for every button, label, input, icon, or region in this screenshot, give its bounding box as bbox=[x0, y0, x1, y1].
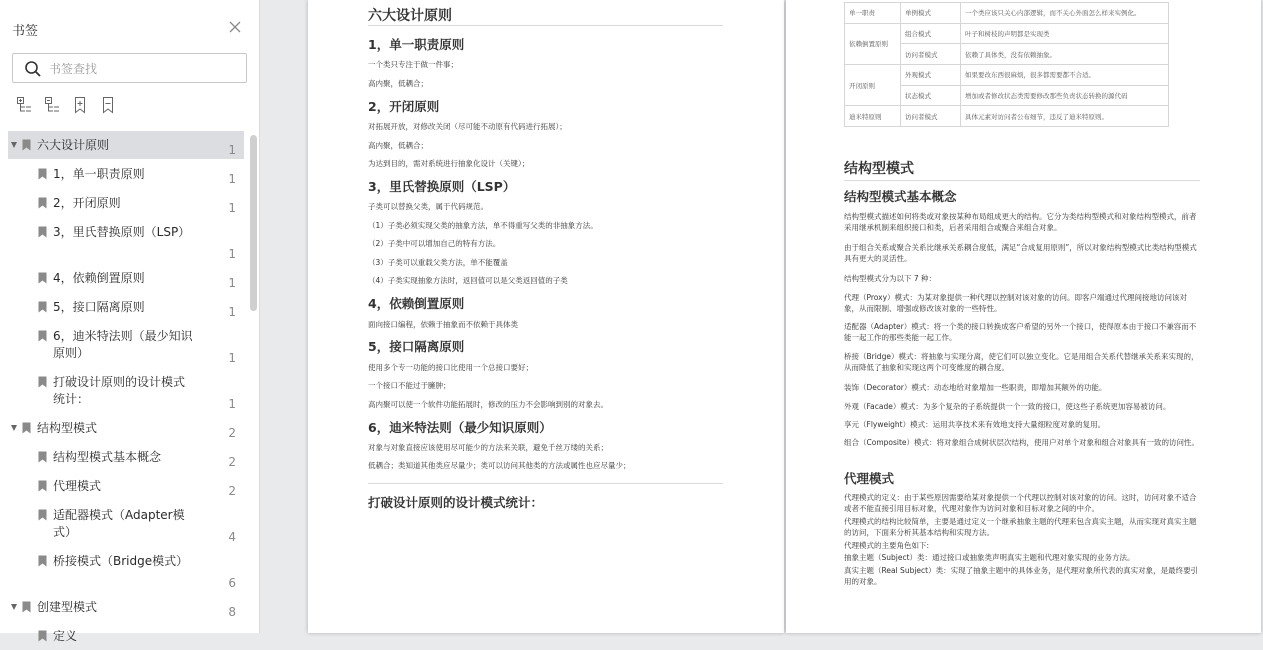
bookmark-item[interactable]: 桥接模式（Bridge模式） 6 bbox=[8, 547, 244, 592]
table-cell: 增加或者修改状态类需要修改那些负责状态转换的源代码 bbox=[961, 85, 1169, 106]
pattern-table bbox=[844, 2, 1169, 127]
paragraph: 适配器（Adapter）模式：将一个类的接口转换成客户希望的另外一个接口，使得原本由于接口不兼容而不能一起工作的那些类能一起工作。 bbox=[844, 322, 1197, 342]
paragraph: 由于组合关系或聚合关系比继承关系耦合度低，满足“合成复用原则”，所以对象结构型模式比类结构型模式具有更大的灵活性。 bbox=[844, 243, 1197, 263]
section-heading: 代理模式 bbox=[844, 471, 895, 486]
bookmark-scrollbar[interactable] bbox=[250, 135, 257, 311]
delete-bookmark-icon[interactable] bbox=[100, 96, 116, 114]
table-row bbox=[845, 106, 1169, 127]
paragraph: 结构型模式描述如何将类或对象按某种布局组成更大的结构。它分为类结构型模式和对象结构型模式，前者采用继承机制来组织接口和类，后者采用组合或聚合来组合对象。 bbox=[844, 212, 1197, 232]
paragraph: 享元（Flyweight）模式：运用共享技术来有效地支持大量细粒度对象的复用。 bbox=[844, 420, 1106, 429]
bookmark-item[interactable]: 2，开闭原则 1 bbox=[8, 189, 244, 217]
expand-all-icon[interactable] bbox=[16, 96, 32, 114]
paragraph: 面向接口编程，依赖于抽象而不依赖于具体类 bbox=[368, 320, 518, 329]
section-heading: 2，开闭原则 bbox=[368, 99, 440, 114]
table-cell: 外观模式 bbox=[901, 65, 961, 86]
bookmark-item[interactable]: 结构型模式基本概念 2 bbox=[8, 443, 244, 471]
paragraph: （2）子类中可以增加自己的特有方法。 bbox=[368, 239, 501, 248]
table-cell: 开闭原则 bbox=[845, 65, 901, 106]
table-cell: 访问者模式 bbox=[901, 44, 961, 65]
section-title: 结构型模式 bbox=[844, 161, 914, 177]
bookmark-icon bbox=[38, 509, 47, 521]
table-cell: 一个类应该只关心内部逻辑，而不关心外面怎么样来实例化。 bbox=[961, 3, 1169, 24]
add-bookmark-icon[interactable] bbox=[72, 96, 88, 114]
table-cell: 依赖倒置原则 bbox=[845, 23, 901, 64]
bookmark-icon bbox=[38, 451, 47, 463]
bookmark-icon bbox=[38, 555, 47, 567]
table-row bbox=[845, 65, 1169, 86]
section-heading: 结构型模式基本概念 bbox=[844, 189, 957, 204]
paragraph: 对拓展开放，对修改关闭（尽可能不动原有代码进行拓展）； bbox=[368, 122, 567, 131]
section-heading: 3，里氏替换原则（LSP） bbox=[368, 179, 516, 194]
expand-arrow-icon[interactable] bbox=[11, 425, 17, 431]
paragraph: （4）子类实现抽象方法时，返回值可以是父类返回值的子类 bbox=[368, 276, 568, 285]
bookmark-tree bbox=[8, 131, 244, 643]
paragraph: 高内聚，低耦合； bbox=[368, 141, 428, 150]
document-page bbox=[308, 0, 784, 633]
expand-arrow-icon[interactable] bbox=[11, 142, 17, 148]
search-icon bbox=[24, 60, 42, 78]
table-cell: 状态模式 bbox=[901, 85, 961, 106]
paragraph: 外观（Facade）模式：为多个复杂的子系统提供一个一致的接口，使这些子系统更加容易被访问。 bbox=[844, 402, 1171, 411]
paragraph: 代理模式的结构比较简单，主要是通过定义一个继承抽象主题的代理来包含真实主题，从而实现对真实主题的访问，下面来分析其基本结构和实现方法。 bbox=[844, 517, 1197, 537]
table-cell: 依赖了具体类，没有依赖抽象。 bbox=[961, 44, 1169, 65]
paragraph: （1）子类必须实现父类的抽象方法，单不得重写父类的非抽象方法。 bbox=[368, 221, 598, 230]
bookmark-item[interactable]: 定义 bbox=[8, 622, 244, 650]
bookmark-item[interactable]: 适配器模式（Adapter模式） 4 bbox=[8, 501, 244, 546]
paragraph: 装饰（Decorator）模式：动态地给对象增加一些职责，即增加其额外的功能。 bbox=[844, 383, 1107, 392]
table-cell: 访问者模式 bbox=[901, 106, 961, 127]
bookmark-icon bbox=[38, 330, 47, 342]
paragraph: 抽象主题（Subject）类：通过接口或抽象类声明真实主题和代理对象实现的业务方法。 bbox=[844, 553, 1135, 562]
paragraph: 一个接口不能过于臃肿； bbox=[368, 381, 451, 390]
paragraph: 子类可以替换父类，属于代码规范。 bbox=[368, 202, 488, 211]
bookmark-icon bbox=[38, 301, 47, 313]
bookmark-icon bbox=[38, 168, 47, 180]
document-page bbox=[786, 0, 1261, 633]
bookmark-icon bbox=[22, 422, 31, 434]
collapse-all-icon[interactable] bbox=[44, 96, 60, 114]
table-cell: 叶子和树枝的声明都是实现类 bbox=[961, 23, 1169, 44]
page-title: 六大设计原则 bbox=[368, 8, 452, 24]
table-cell: 单例模式 bbox=[901, 3, 961, 24]
bookmark-icon bbox=[38, 272, 47, 284]
paragraph: 代理模式的主要角色如下: bbox=[844, 541, 930, 550]
paragraph: 为达到目的，需对系统进行抽象化设计（关键）； bbox=[368, 159, 530, 168]
section-heading: 4，依赖倒置原则 bbox=[368, 296, 465, 311]
bookmark-item[interactable]: 结构型模式 2 bbox=[8, 414, 244, 442]
section-heading: 5，接口隔离原则 bbox=[368, 339, 465, 354]
bookmark-icon bbox=[38, 226, 47, 238]
bookmark-item[interactable]: 1，单一职责原则 1 bbox=[8, 160, 244, 188]
expand-arrow-icon[interactable] bbox=[11, 604, 17, 610]
bookmark-icon bbox=[38, 480, 47, 492]
close-icon[interactable] bbox=[227, 19, 243, 35]
paragraph: 低耦合；类知道其他类应尽量少；类可以访问其他类的方法或属性也应尽量少； bbox=[368, 461, 631, 470]
table-cell: 组合模式 bbox=[901, 23, 961, 44]
paragraph: 代理（Proxy）模式：为某对象提供一种代理以控制对该对象的访问。即客户端通过代理间接地访问该对象，从而限制、增强或修改该对象的一些特性。 bbox=[844, 293, 1188, 313]
bookmark-item[interactable]: 创建型模式 8 bbox=[8, 593, 244, 621]
paragraph: 代理模式的定义：由于某些原因需要给某对象提供一个代理以控制对该对象的访问。这时，访问对象不适合或者不能直接引用目标对象，代理对象作为访问对象和目标对象之间的中介。 bbox=[844, 493, 1197, 513]
section-heading: 打破设计原则的设计模式统计： bbox=[368, 495, 544, 510]
bookmark-toolbar bbox=[16, 96, 116, 114]
table-cell: 如果要改东西很麻烦，很多都需要都不合适。 bbox=[961, 65, 1169, 86]
document-view bbox=[261, 0, 1263, 633]
bookmark-search-input[interactable] bbox=[49, 59, 239, 79]
paragraph: 高内聚可以使一个软件功能拓展时，修改的压力不会影响到别的对象去。 bbox=[368, 400, 608, 409]
bookmark-icon bbox=[38, 197, 47, 209]
table-cell: 迪米特原则 bbox=[845, 106, 901, 127]
paragraph: 结构型模式分为以下 7 种： bbox=[844, 274, 937, 283]
divider bbox=[844, 180, 1200, 181]
paragraph: 高内聚，低耦合； bbox=[368, 79, 428, 88]
paragraph: 一个类只专注于做一件事； bbox=[368, 60, 458, 69]
table-row bbox=[845, 23, 1169, 44]
table-cell: 单一职责 bbox=[845, 3, 901, 24]
bookmark-search[interactable] bbox=[12, 53, 247, 83]
table-row bbox=[845, 3, 1169, 24]
bookmark-item[interactable]: 六大设计原则 1 bbox=[8, 131, 244, 159]
table-cell: 具体元素对访问者公布细节，违反了迪米特原则。 bbox=[961, 106, 1169, 127]
section-heading: 6，迪米特法则（最少知识原则） bbox=[368, 420, 552, 435]
paragraph: 桥接（Bridge）模式：将抽象与实现分离，使它们可以独立变化。它是用组合关系代替继承关系来实现的，从而降低了抽象和实现这两个可变维度的耦合度。 bbox=[844, 352, 1199, 372]
bookmark-item[interactable]: 6，迪米特法则（最少知识原则） 1 bbox=[8, 322, 244, 367]
bookmark-item[interactable]: 打破设计原则的设计模式统计： 1 bbox=[8, 368, 244, 413]
paragraph: 对象与对象直接应该使用尽可能少的方法来关联，避免千丝万缕的关系； bbox=[368, 443, 608, 452]
bookmark-icon bbox=[38, 376, 47, 388]
divider bbox=[368, 25, 723, 26]
section-heading: 1，单一职责原则 bbox=[368, 37, 465, 52]
paragraph: 组合（Composite）模式：将对象组合成树状层次结构，使用户对单个对象和组合对象具有一致的访问性。 bbox=[844, 438, 1200, 447]
panel-title: 书签 bbox=[12, 24, 39, 39]
bookmark-panel bbox=[0, 0, 260, 643]
bookmark-item[interactable]: 5，接口隔离原则 1 bbox=[8, 293, 244, 321]
bookmark-item[interactable]: 4，依赖倒置原则 1 bbox=[8, 264, 244, 292]
bookmark-icon bbox=[22, 601, 31, 613]
bookmark-icon bbox=[38, 630, 47, 642]
paragraph: 真实主题（Real Subject）类：实现了抽象主题中的具体业务，是代理对象所代表的真实对象，是最终要引用的对象。 bbox=[844, 566, 1199, 586]
paragraph: （3）子类可以重载父类方法，单不能覆盖 bbox=[368, 258, 508, 267]
bookmark-item[interactable]: 3，里氏替换原则（LSP） 1 bbox=[8, 218, 244, 263]
paragraph: 使用多个专一功能的接口比使用一个总接口要好； bbox=[368, 363, 533, 372]
bookmark-item[interactable]: 代理模式 2 bbox=[8, 472, 244, 500]
bookmark-icon bbox=[22, 139, 31, 151]
divider bbox=[368, 483, 723, 484]
